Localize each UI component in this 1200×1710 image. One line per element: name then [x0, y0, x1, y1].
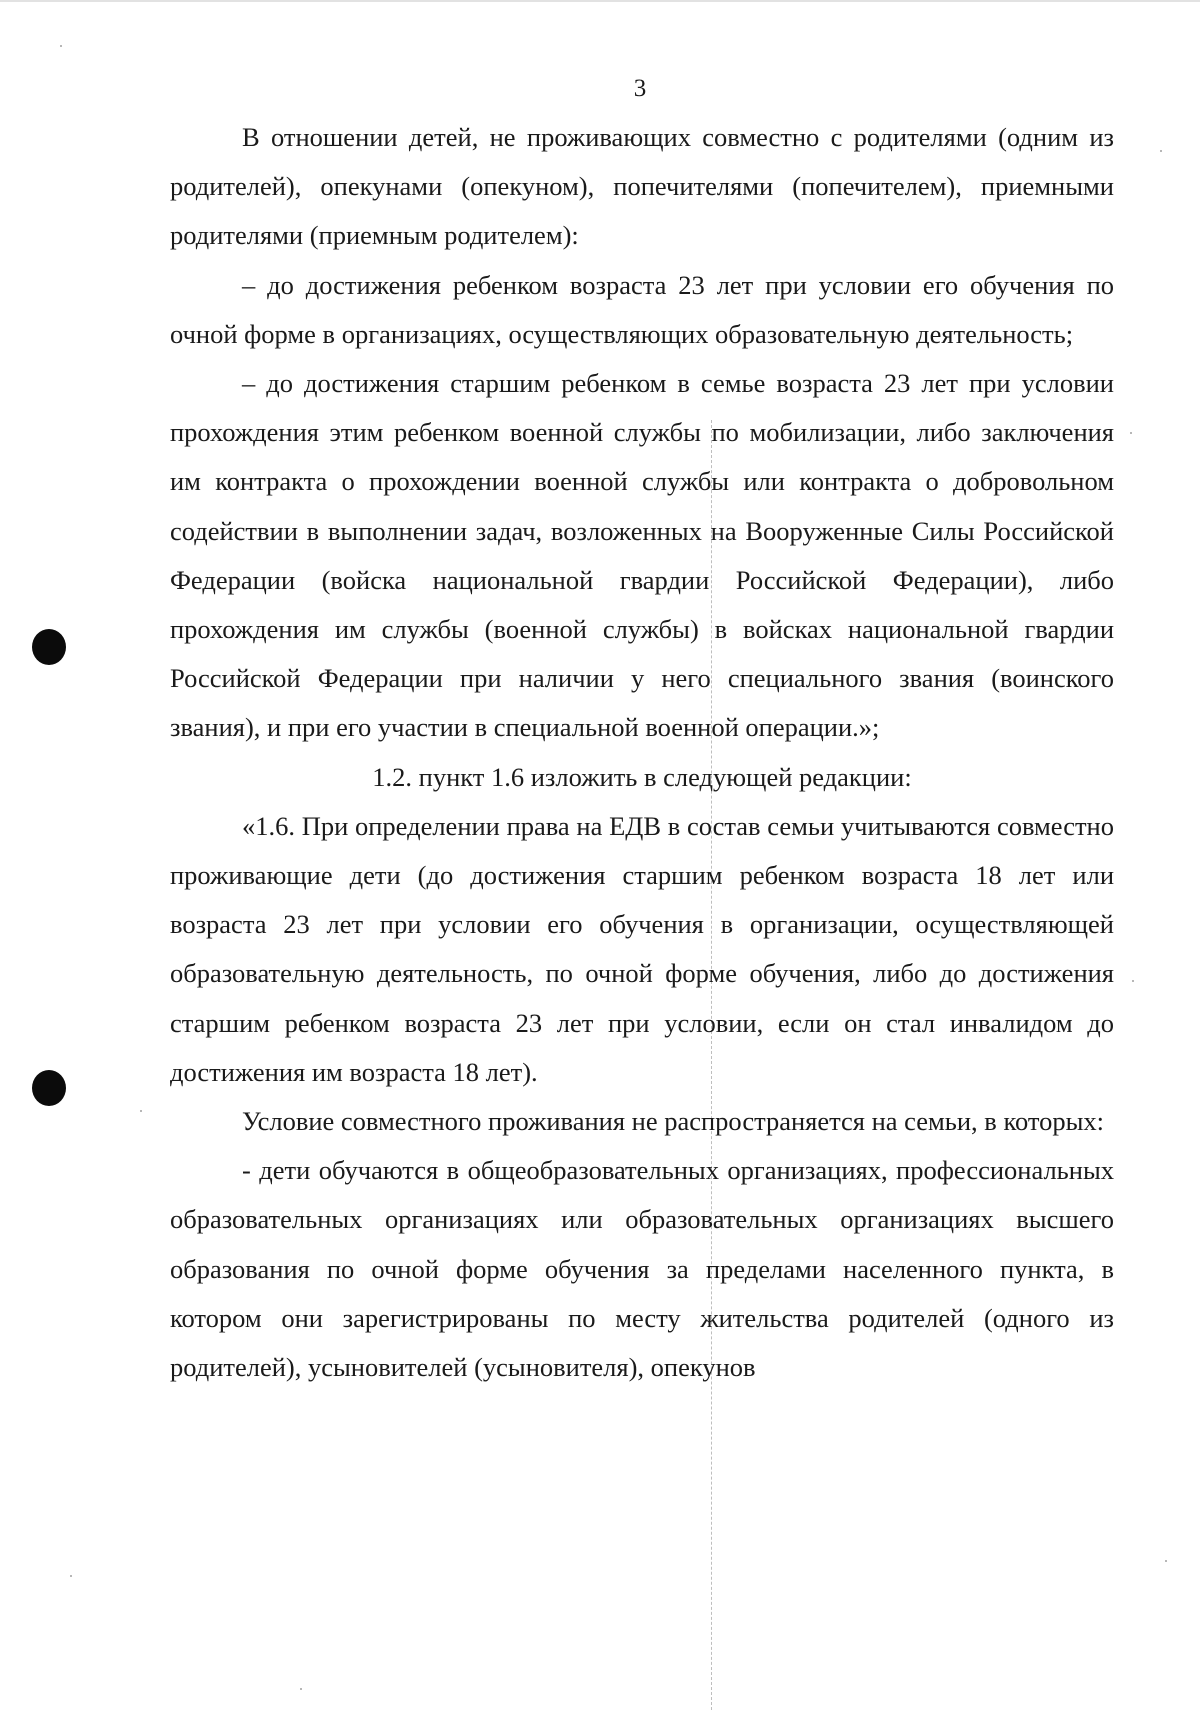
scan-speck [1160, 150, 1162, 152]
paragraph: 1.2. пункт 1.6 изложить в следующей редакции: [372, 761, 912, 792]
list-item: – до достижения ребенком возраста 23 лет при условии его обучения по очной форме в организациях, осуществляющих образовательную деятельность; [170, 269, 1114, 349]
page-number: 3 [633, 75, 647, 102]
scan-speck [140, 1110, 142, 1112]
list-item: - дети обучаются в общеобразовательных организациях, профессиональных образовательных организациях или образовательных организациях высшего образования по очной форме обучения за пределами населенного пункта, в котором они зарегистрированы по месту жительства родителей (одного из родителей), усыновителей (усыновителя), опекунов [170, 1155, 1114, 1383]
paragraph: Условие совместного проживания не распространяется на семьи, в которых: [242, 1106, 1105, 1137]
scan-speck [60, 45, 62, 47]
scan-speck [1165, 1560, 1167, 1562]
paragraph: В отношении детей, не проживающих совместно с родителями (одним из родителей), опекунами (опекуном), попечителями (попечителем), приемными родителями (приемным родителем): [170, 122, 1114, 251]
scan-speck [1132, 980, 1134, 982]
scan-top-edge [0, 0, 1200, 2]
paragraph: «1.6. При определении права на ЕДВ в состав семьи учитываются совместно проживающие дети (до достижения старшим ребенком возраста 18 лет или возраста 23 лет при условии его обучения в организации, осуществляющей образовательную деятельность, по очной форме обучения, либо до достижения старшим ребенком возраста 23 лет при условии, если он стал инвалидом до достижения им возраста 18 лет). [170, 810, 1114, 1087]
scan-speck [70, 1575, 72, 1577]
list-item: – до достижения старшим ребенком в семье возраста 23 лет при условии прохождения этим ребенком военной службы по мобилизации, либо заключения им контракта о прохождении военной службы или контракта о добровольном содействии в выполнении задач, возложенных на Вооруженные Силы Российской Федерации (войска национальной гвардии Российской Федерации), либо прохождения им службы (военной службы) в войсках национальной гвардии Российской Федерации при наличии у него специального звания (воинского звания), и при его участии в специальной военной операции.»; [170, 368, 1114, 743]
scan-speck [300, 1688, 302, 1690]
punch-hole-upper [32, 629, 66, 665]
document-body [170, 113, 1114, 1392]
punch-hole-lower [32, 1070, 66, 1106]
scan-speck [1130, 432, 1132, 434]
